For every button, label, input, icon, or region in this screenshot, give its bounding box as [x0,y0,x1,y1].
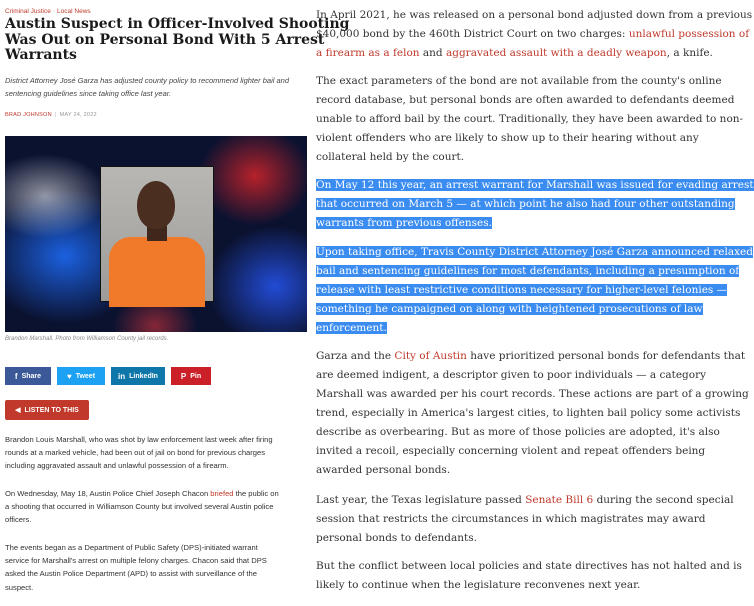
text-line: The events began as a Department of Public Safety (DPS)-initiated warrant [5,543,258,552]
linkedin-share-button[interactable] [111,367,165,385]
text-line: trend, especially in America's largest cities, to lighten bail policy some activists [316,407,741,419]
left-paragraph-3 [5,541,305,594]
aggravated-assault-link[interactable]: aggravated assault with a deadly weapon [445,47,667,59]
text-segment: , a knife. [666,47,713,59]
right-paragraph-4-highlighted [316,243,753,338]
text-line: officers. [5,515,32,525]
left-paragraph-2 [5,487,305,527]
text-line: Marshall was awarded per his court records. These actions are part of a growing [316,388,749,400]
mugshot-shirt [109,237,205,307]
breadcrumb-local-news[interactable]: Local News [57,8,91,15]
breadcrumb-criminal-justice[interactable]: Criminal Justice [5,8,51,15]
publish-date: MAY 24, 2022 [59,112,97,118]
text-line: awarded personal bonds. [316,464,451,476]
text-line: But the conflict between local policies and state directives has not halted and is [316,560,742,572]
text-line: service for Marshall's arrest on multiple felony charges. Chacon said that DPS [5,556,267,566]
facebook-share-label: Share [21,372,42,380]
text-line: are deemed indigent, a descriptor given to poor individuals — a category [316,369,707,381]
text-line: collateral held by the court. [316,151,465,163]
linkedin-share-label: LinkedIn [129,372,158,380]
image-caption: Brandon Marshall. Photo from Williamson County jail records. [5,336,169,342]
text-line [316,281,728,300]
selected-text: release with least restrictive conditions necessary for higher-level felonies — [316,284,728,296]
selected-text: warrants from previous offenses. [316,217,492,229]
text-line: The exact parameters of the bond are not available from the county's online [316,75,722,87]
text-line [316,347,746,366]
text-segment: Garza and the [316,350,395,362]
right-paragraph-6 [316,491,734,548]
breadcrumb-separator: · [52,8,56,15]
text-line [316,44,713,63]
briefed-link[interactable]: briefed [210,489,234,498]
right-paragraph-2 [316,72,744,167]
text-line: asked the Austin Police Department (APD) to assist with surveillance of the [5,569,257,579]
unlawful-possession-link[interactable]: unlawful possession of [628,28,750,40]
text-line: suspect. [5,582,34,592]
text-line: record database, but personal bonds are often awarded to defendants deemed [316,94,735,106]
twitter-share-label: Tweet [75,372,96,380]
title-line: Warrants [5,47,77,63]
firearm-felon-link[interactable]: a firearm as a felon [316,47,420,59]
text-line [316,262,740,281]
twitter-icon: ♥ [66,371,72,381]
text-line [5,487,305,500]
mugshot-head [137,181,175,229]
text-line: including aggravated assault and unlawful possession of a firearm. [5,461,229,471]
text-line: rounds at a marked vehicle, had been out of jail on bond for previous charges [5,448,266,458]
selected-text: Upon taking office, Travis County District Attorney José Garza announced relaxed [316,246,753,258]
text-line [316,319,708,338]
text-line: unable to afford bail by the court. Traditionally, they have been awarded to non- [316,113,744,125]
text-line [316,195,735,214]
breadcrumb [5,8,91,15]
title-line: Austin Suspect in Officer-Involved Shooting [5,16,350,32]
speaker-icon: ◀ [15,407,21,414]
article-title [5,16,350,64]
text-segment: and [419,47,446,59]
mugshot-photo [100,166,214,302]
text-segment: during the second special [593,494,734,506]
pinterest-icon: P [180,371,187,381]
subtitle-line: District Attorney José Garza has adjusted county policy to recommend lighter bail and [5,76,290,85]
text-line [316,25,750,44]
hero-image [5,136,307,332]
text-line [316,491,734,510]
title-line: Was Out on Personal Bond With 5 Arrest [5,31,325,48]
listen-label: LISTEN TO THIS [24,406,79,414]
facebook-icon: f [14,371,18,381]
article-subtitle [5,75,305,100]
byline [5,112,97,118]
text-line: Brandon Louis Marshall, who was shot by law enforcement last week after firing [5,435,273,444]
byline-separator: | [54,112,57,118]
selected-text: enforcement. [316,322,387,334]
facebook-share-button[interactable] [5,367,51,385]
text-segment: Last year, the Texas legislature passed [316,494,526,506]
right-paragraph-7 [316,557,742,595]
pinterest-share-button[interactable] [171,367,211,385]
text-segment: On Wednesday, May 18, Austin Police Chief Joseph Chacon [5,489,211,498]
text-segment: the public on [233,489,279,498]
text-line: a shooting that occurred in Williamson County but involved several Austin police [5,502,274,512]
text-line: violent offenders who are likely to show up to their hearing without any [316,132,699,144]
text-line [316,214,708,233]
selected-text: that occurred on March 5 — at which point he also had four other outstanding [316,198,735,210]
selected-text: On May 12 this year, an arrest warrant for Marshall was issued for evading arrest [316,179,754,191]
right-paragraph-3-highlighted [316,176,754,233]
text-line [316,176,754,195]
author-link[interactable]: BRAD JOHNSON [5,112,52,118]
selected-text: bail and sentencing guidelines for most defendants, including a presumption of [316,265,740,277]
text-line: personal bonds to defendants. [316,532,478,544]
text-line: In April 2021, he was released on a personal bond adjusted down from a previous [316,9,753,21]
text-line [316,243,753,262]
text-line: likely to continue when the legislature reconvenes next year. [316,579,641,591]
subtitle-line: sentencing guidelines since taking office last year. [5,88,172,98]
selected-text: something he campaigned on along with heightened prosecutions of law [316,303,703,315]
listen-button[interactable] [5,400,89,420]
text-line: invited a recoil, especially concerning violent and repeat offenders being [316,445,706,457]
pinterest-share-label: Pin [190,372,202,380]
linkedin-icon: in [118,371,126,381]
senate-bill-6-link[interactable]: Senate Bill 6 [525,494,594,506]
text-line: session that restricts the circumstances in which magistrates may award [316,513,706,525]
text-line [316,300,708,319]
text-segment: $40,000 bond by the 460th District Court on two charges: [316,28,629,40]
right-paragraph-1 [316,6,753,63]
text-line: describe as overbearing. But as more of those policies are adopted, it's also [316,426,720,438]
city-of-austin-link[interactable]: City of Austin [394,350,467,362]
text-segment: have prioritized personal bonds for defendants that [466,350,746,362]
left-paragraph-1 [5,433,305,473]
right-paragraph-5 [316,347,749,480]
twitter-share-button[interactable] [57,367,105,385]
